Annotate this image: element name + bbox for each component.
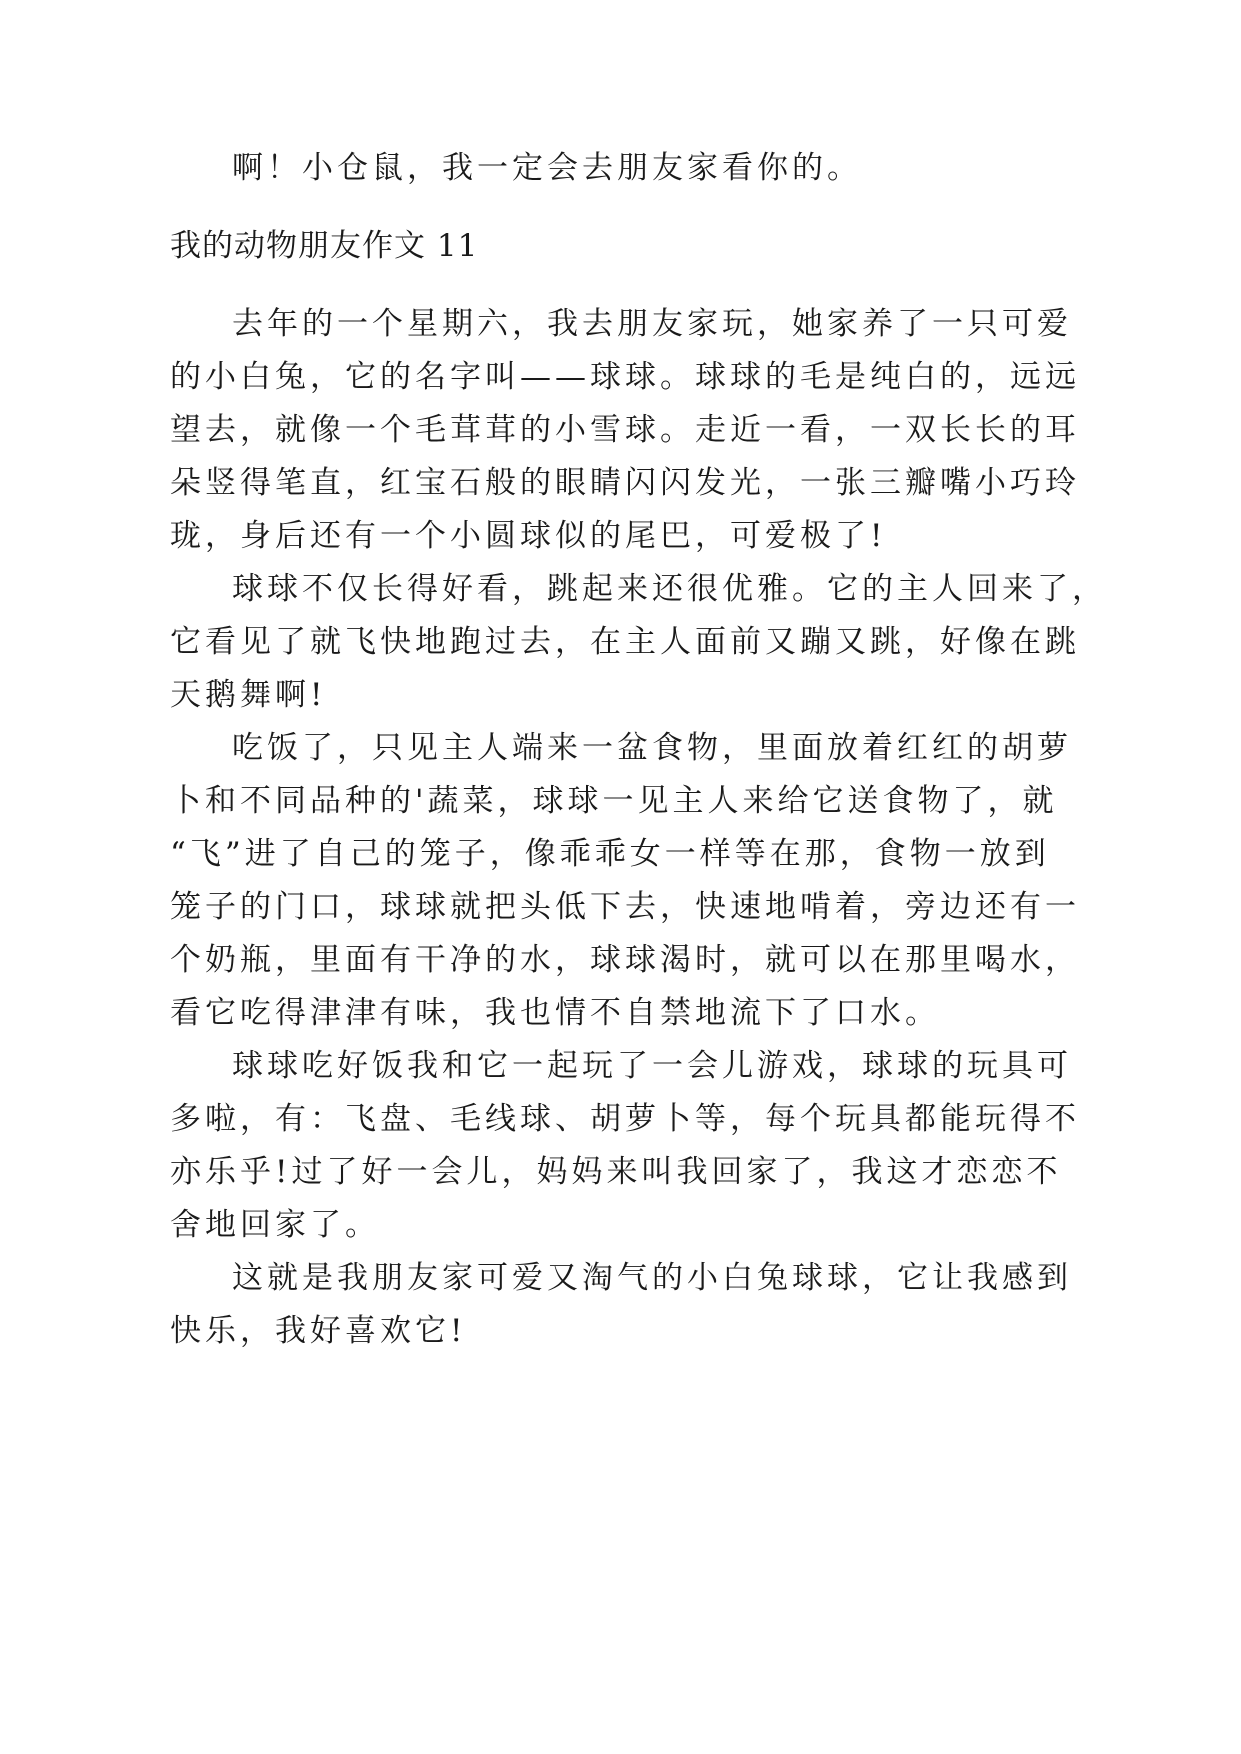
paragraph-line: 这就是我朋友家可爱又淘气的小白兔球球，它让我感到 (232, 1260, 1072, 1296)
paragraph-line: 快乐，我好喜欢它! (170, 1313, 467, 1349)
paragraph-line: 球球不仅长得好看，跳起来还很优雅。它的主人回来了， (232, 571, 1107, 607)
paragraph-line: 的小白兔，它的名字叫——球球。球球的毛是纯白的，远远 (170, 359, 1080, 395)
paragraph-line: 望去，就像一个毛茸茸的小雪球。走近一看，一双长长的耳 (170, 412, 1080, 448)
paragraph-line: 个奶瓶，里面有干净的水，球球渴时，就可以在那里喝水， (170, 942, 1080, 978)
essay-title: 我的动物朋友作文 11 (170, 228, 479, 264)
paragraph-line: 卜和不同品种的'蔬菜，球球一见主人来给它送食物了，就 (170, 783, 1058, 819)
paragraph-line: 球球吃好饭我和它一起玩了一会儿游戏，球球的玩具可 (232, 1048, 1072, 1084)
paragraph-line: 多啦，有：飞盘、毛线球、胡萝卜等，每个玩具都能玩得不 (170, 1101, 1080, 1137)
paragraph-line: 啊！小仓鼠，我一定会去朋友家看你的。 (232, 150, 862, 186)
paragraph-line: 它看见了就飞快地跑过去，在主人面前又蹦又跳，好像在跳 (170, 624, 1080, 660)
paragraph-line: 天鹅舞啊! (170, 677, 327, 713)
paragraph-line: 笼子的门口，球球就把头低下去，快速地啃着，旁边还有一 (170, 889, 1080, 925)
paragraph-line: 亦乐乎!过了好一会儿，妈妈来叫我回家了，我这才恋恋不 (170, 1154, 1062, 1190)
paragraph-line: 舍地回家了。 (170, 1207, 380, 1243)
paragraph-line: 珑，身后还有一个小圆球似的尾巴，可爱极了! (170, 518, 887, 554)
paragraph-line: “飞”进了自己的笼子，像乖乖女一样等在那，食物一放到 (170, 836, 1050, 872)
paragraph-line: 吃饭了，只见主人端来一盆食物，里面放着红红的胡萝 (232, 730, 1072, 766)
paragraph-line: 去年的一个星期六，我去朋友家玩，她家养了一只可爱 (232, 306, 1072, 342)
paragraph-line: 看它吃得津津有味，我也情不自禁地流下了口水。 (170, 995, 940, 1031)
paragraph-line: 朵竖得笔直，红宝石般的眼睛闪闪发光，一张三瓣嘴小巧玲 (170, 465, 1080, 501)
